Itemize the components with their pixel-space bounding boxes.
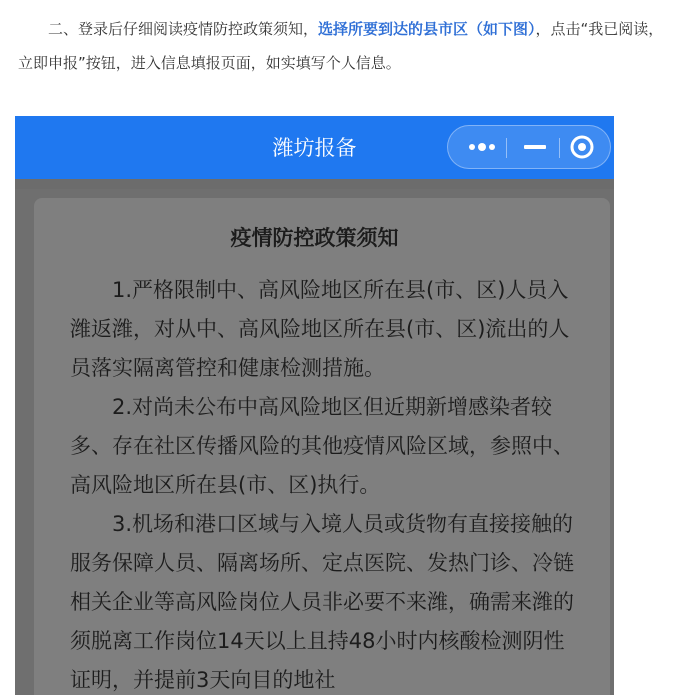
intro-paragraph — [18, 12, 673, 80]
close-button[interactable] — [561, 126, 614, 168]
overlay-band — [15, 179, 614, 189]
app-title: 潍坊报备 — [272, 136, 357, 160]
intro-text-part1: 二、登录后仔细阅读疫情防控政策须知， — [48, 20, 319, 38]
intro-text-part2: ，点击“我已阅读，立即申报”按钮，进入信息填报页面，如实填写个人信息。 — [18, 20, 664, 72]
notice-body — [70, 271, 575, 695]
more-dots-icon — [456, 126, 510, 168]
notice-title: 疫情防控政策须知 — [230, 226, 399, 250]
phone-screenshot — [15, 116, 614, 695]
minimize-icon — [508, 126, 562, 168]
notice-paragraph-2: 2.对尚未公布中高风险地区但近期新增感染者较多、存在社区传播风险的其他疫情风险区域，参照中、高风险地区所在县(市、区)执行。 — [70, 395, 574, 497]
intro-highlight: 选择所要到达的县市区（如下图） — [318, 20, 536, 38]
notice-paragraph-3: 3.机场和港口区域与入境人员或货物有直接接触的服务保障人员、隔离场所、定点医院、发热门诊、冷链相关企业等高风险岗位人员非必要不来潍，确需来潍的须脱离工作岗位14天以上且持48小时内核酸检测阴性证明，并提前3天向目的地社 — [70, 512, 574, 692]
more-button[interactable] — [456, 126, 510, 168]
capsule-divider — [506, 138, 507, 158]
app-top-bar — [15, 116, 614, 179]
notice-paragraph-1: 1.严格限制中、高风险地区所在县(市、区)人员入潍返潍，对从中、高风险地区所在县(市、区)流出的人员落实隔离管控和健康检测措施。 — [70, 278, 570, 380]
miniapp-capsule — [447, 125, 611, 169]
close-target-icon — [561, 126, 607, 168]
capsule-divider — [559, 138, 560, 158]
minimize-button[interactable] — [508, 126, 562, 168]
